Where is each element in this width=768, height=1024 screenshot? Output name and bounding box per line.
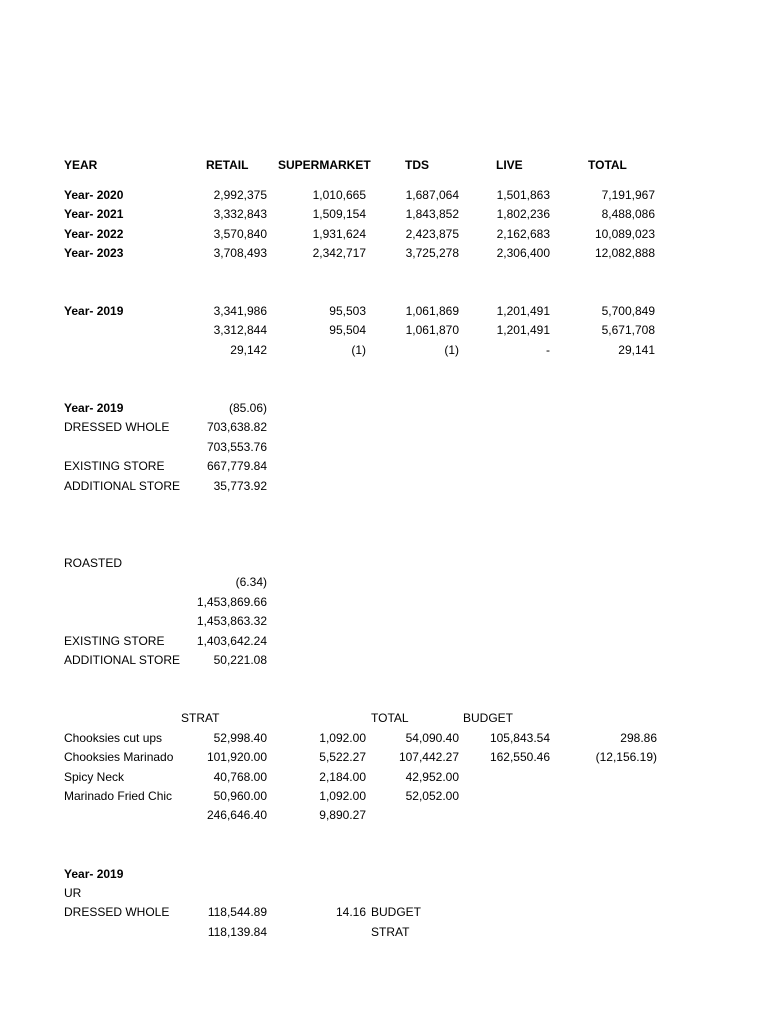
tds-value: 1,061,870 (405, 323, 459, 337)
table-row (0, 399, 768, 417)
row-label: Year- 2019 (64, 304, 124, 318)
table-row (0, 768, 768, 786)
live-value: 2,162,683 (496, 227, 550, 241)
total-value: 12,082,888 (594, 246, 655, 260)
total-value: 10,089,023 (594, 227, 655, 241)
header-tds: TDS (405, 158, 429, 172)
tds-value: 1,843,852 (405, 207, 459, 221)
strat-header-row (0, 709, 768, 727)
table-row (0, 729, 768, 747)
tds-value: 3,725,278 (405, 246, 459, 260)
total-value: 42,952.00 (405, 770, 459, 784)
header-row (0, 156, 768, 174)
tds-value: 2,423,875 (405, 227, 459, 241)
supermarket-value: 1,509,154 (312, 207, 366, 221)
row-note: BUDGET (371, 905, 422, 919)
supermarket-value: 2,342,717 (312, 246, 366, 260)
table-row (0, 457, 768, 475)
budget-value: 105,843.54 (489, 731, 550, 745)
strat-header: STRAT (181, 711, 220, 725)
table-row (0, 865, 768, 883)
total-value: 8,488,086 (601, 207, 655, 221)
table-row (0, 593, 768, 611)
total-value: 5,671,708 (601, 323, 655, 337)
row-label: Marinado Fried Chic (64, 789, 173, 803)
row-value: 118,139.84 (207, 925, 267, 939)
total-value: 54,090.40 (405, 731, 459, 745)
retail-value: 3,570,840 (213, 227, 267, 241)
row-value: 35,773.92 (213, 479, 267, 493)
supermarket-value: 95,503 (329, 304, 366, 318)
table-row (0, 806, 768, 824)
row-label: Year- 2022 (64, 227, 124, 241)
live-value: 1,201,491 (496, 304, 550, 318)
row-label: Chooksies cut ups (64, 731, 163, 745)
extra-sum: 9,890.27 (319, 808, 366, 822)
header-retail: RETAIL (206, 158, 249, 172)
strat-value: 101,920.00 (206, 750, 267, 764)
strat-value: 52,998.40 (213, 731, 267, 745)
tds-value: 1,687,064 (405, 188, 459, 202)
row-label: EXISTING STORE (64, 634, 165, 648)
variance-value: 298.86 (620, 731, 657, 745)
row-note: STRAT (371, 925, 410, 939)
extra-value: 14.16 (335, 905, 366, 919)
retail-value: 29,142 (230, 343, 267, 357)
header-total: TOTAL (588, 158, 627, 172)
supermarket-value: 1,010,665 (312, 188, 366, 202)
table-row (0, 244, 768, 262)
strat-value: 40,768.00 (213, 770, 267, 784)
supermarket-value: (1) (351, 343, 366, 357)
retail-value: 3,708,493 (213, 246, 267, 260)
header-supermarket: SUPERMARKET (278, 158, 371, 172)
live-value: 1,501,863 (496, 188, 550, 202)
table-row (0, 632, 768, 650)
retail-value: 3,341,986 (213, 304, 267, 318)
row-value: 118,544.89 (207, 905, 267, 919)
total-value: 52,052.00 (405, 789, 459, 803)
retail-value: 2,992,375 (213, 188, 267, 202)
retail-value: 3,312,844 (213, 323, 267, 337)
section-title-row (0, 554, 768, 572)
strat-sum: 246,646.40 (206, 808, 267, 822)
row-label: DRESSED WHOLE (64, 420, 170, 434)
variance-value: (12,156.19) (595, 750, 657, 764)
table-row (0, 884, 768, 902)
table-row (0, 205, 768, 223)
header-live: LIVE (496, 158, 523, 172)
table-row (0, 438, 768, 456)
row-label: Year- 2021 (64, 207, 124, 221)
live-value: 1,201,491 (496, 323, 550, 337)
table-row (0, 903, 768, 921)
table-row (0, 321, 768, 339)
row-label: ADDITIONAL STORE (64, 653, 181, 667)
total-header: TOTAL (371, 711, 409, 725)
table-row (0, 651, 768, 669)
extra-value: 2,184.00 (319, 770, 366, 784)
tds-value: 1,061,869 (405, 304, 459, 318)
table-row (0, 612, 768, 630)
table-row (0, 573, 768, 591)
table-row (0, 302, 768, 320)
row-label: Year- 2020 (64, 188, 124, 202)
live-value: 1,802,236 (496, 207, 550, 221)
row-label: Year- 2019 (64, 867, 124, 881)
supermarket-value: 95,504 (329, 323, 366, 337)
roasted-title: ROASTED (64, 556, 123, 570)
row-value: 703,553.76 (206, 440, 267, 454)
budget-header: BUDGET (463, 711, 514, 725)
row-label: Year- 2023 (64, 246, 124, 260)
table-row (0, 341, 768, 359)
live-value: 2,306,400 (496, 246, 550, 260)
row-label: Spicy Neck (64, 770, 125, 784)
live-value: - (546, 343, 550, 357)
row-value: (6.34) (235, 575, 267, 589)
table-row (0, 748, 768, 766)
table-row (0, 418, 768, 436)
row-value: 703,638.82 (206, 420, 267, 434)
tds-value: (1) (444, 343, 459, 357)
row-value: 1,453,869.66 (196, 595, 267, 609)
table-row (0, 225, 768, 243)
header-year: YEAR (64, 158, 98, 172)
row-label: DRESSED WHOLE (64, 905, 170, 919)
total-value: 5,700,849 (601, 304, 655, 318)
table-row (0, 923, 768, 941)
row-label: UR (64, 886, 82, 900)
row-label: EXISTING STORE (64, 459, 165, 473)
retail-value: 3,332,843 (213, 207, 267, 221)
strat-value: 50,960.00 (213, 789, 267, 803)
extra-value: 1,092.00 (319, 789, 366, 803)
total-value: 107,442.27 (398, 750, 459, 764)
table-row (0, 186, 768, 204)
extra-value: 5,522.27 (319, 750, 366, 764)
row-label: ADDITIONAL STORE (64, 479, 181, 493)
table-row (0, 477, 768, 495)
row-value: (85.06) (228, 401, 267, 415)
total-value: 7,191,967 (601, 188, 655, 202)
row-value: 50,221.08 (213, 653, 267, 667)
row-label: Year- 2019 (64, 401, 124, 415)
supermarket-value: 1,931,624 (312, 227, 366, 241)
budget-value: 162,550.46 (489, 750, 550, 764)
row-label: Chooksies Marinado (64, 750, 174, 764)
row-value: 1,403,642.24 (196, 634, 267, 648)
row-value: 667,779.84 (206, 459, 267, 473)
total-value: 29,141 (618, 343, 655, 357)
extra-value: 1,092.00 (319, 731, 366, 745)
row-value: 1,453,863.32 (196, 614, 267, 628)
table-row (0, 787, 768, 805)
